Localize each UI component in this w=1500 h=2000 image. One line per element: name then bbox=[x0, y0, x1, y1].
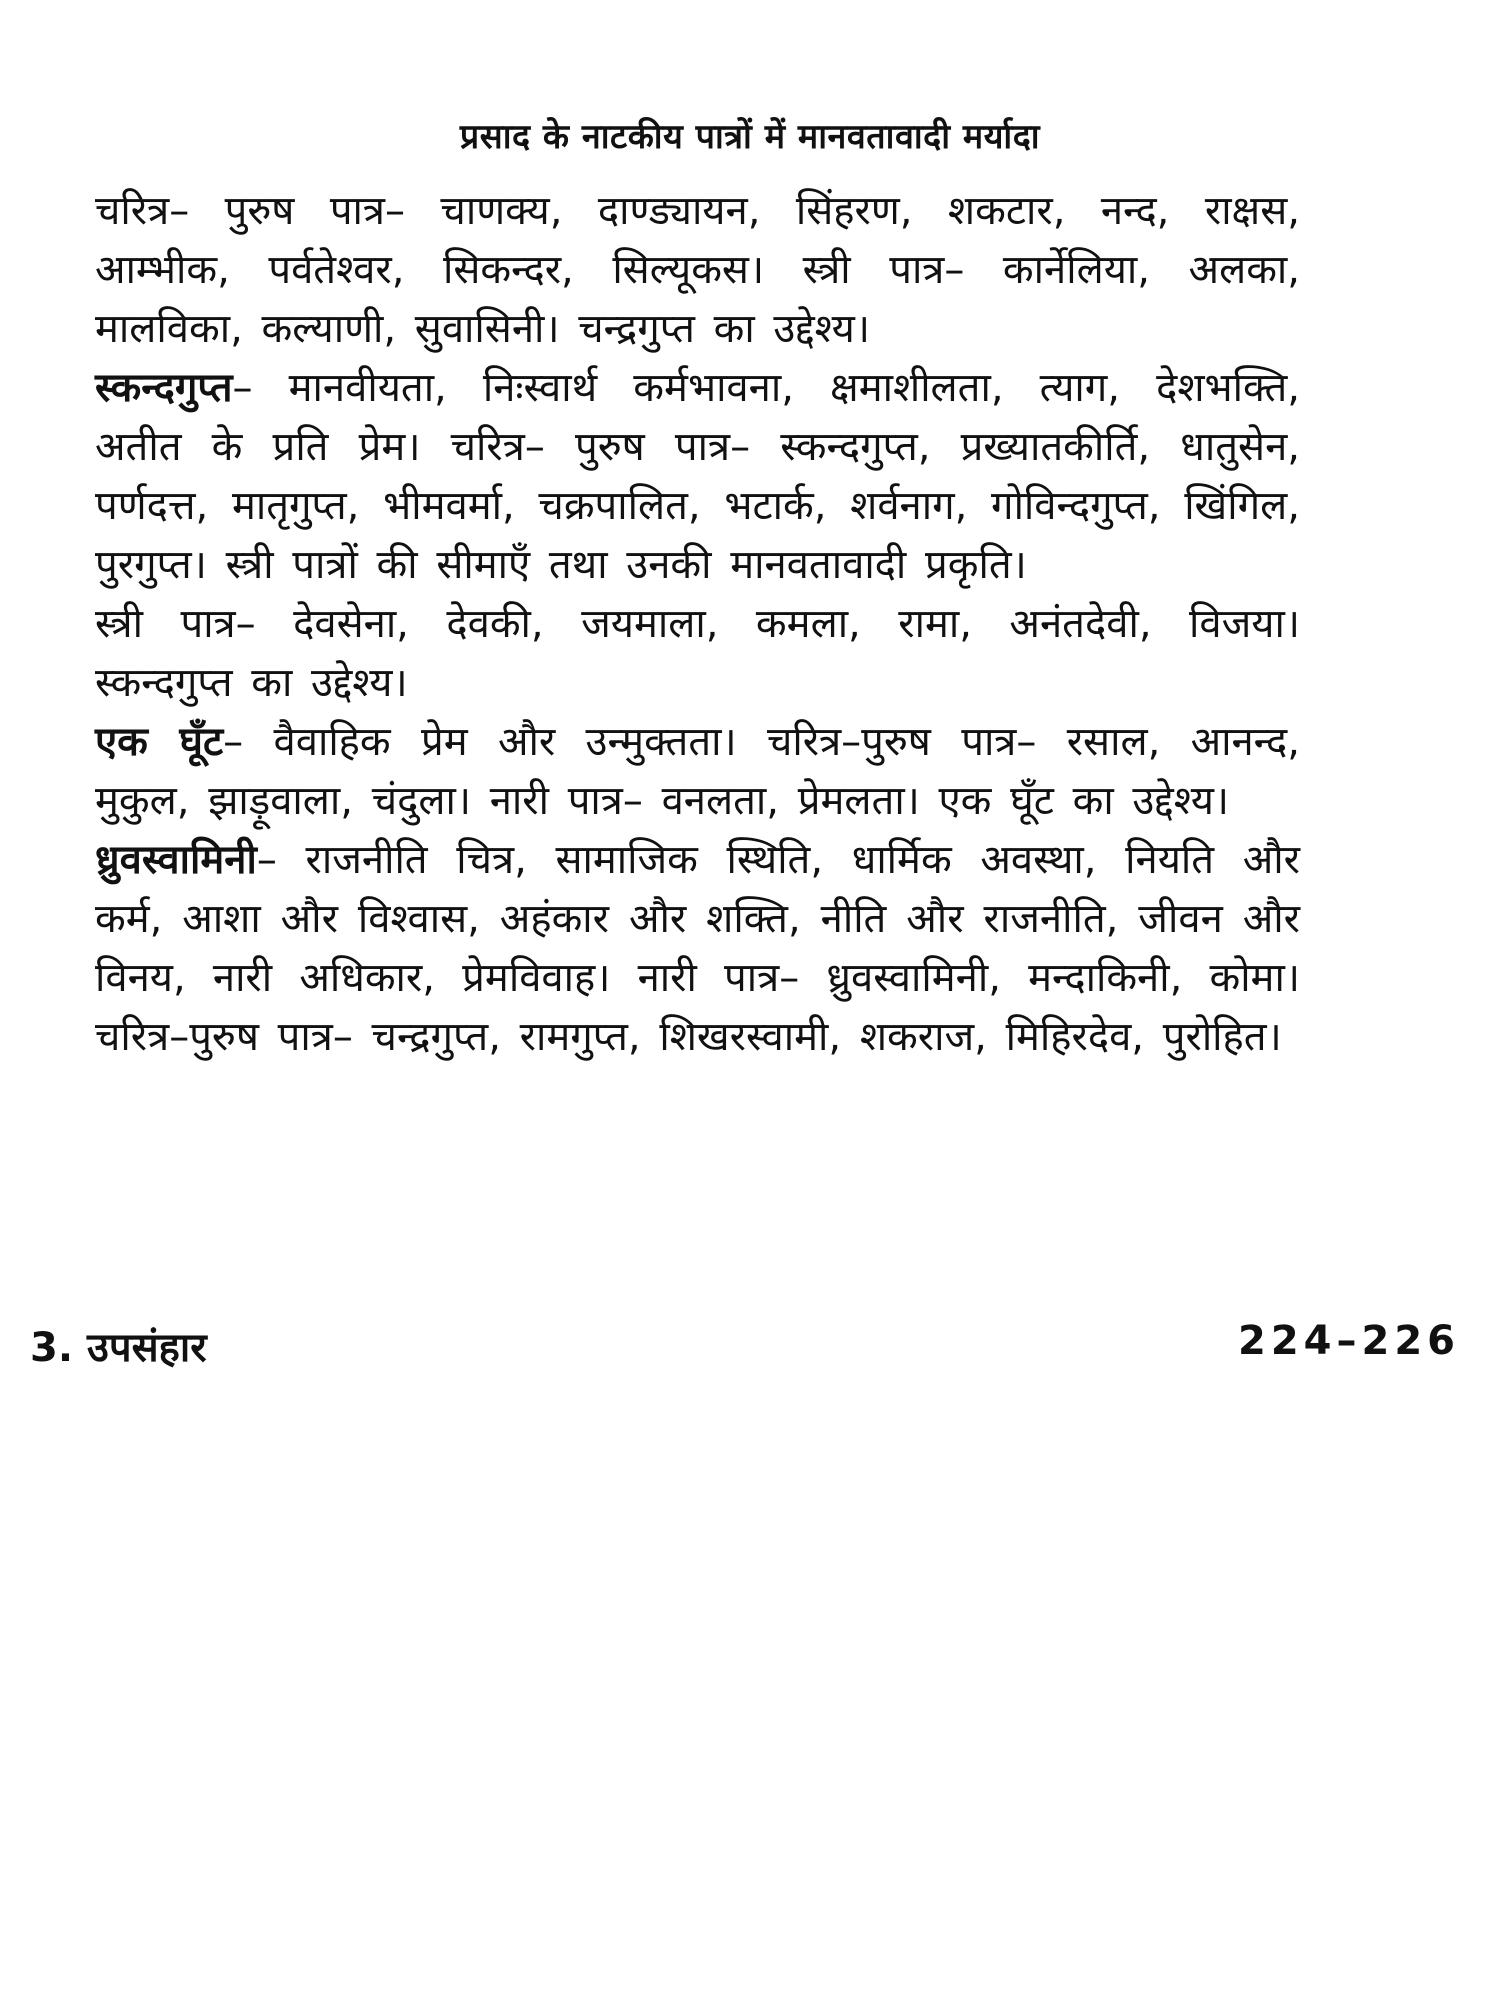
paragraph-term: एक घूँट bbox=[95, 719, 224, 765]
paragraph-chandragupt bbox=[95, 182, 1300, 359]
paragraph-text: – मानवीयता, निःस्वार्थ कर्मभावना, क्षमाशीलता, त्याग, देशभक्ति, अतीत के प्रति प्रेम। चरित्र– पुरुष पात्र– स्कन्दगुप्त, प्रख्यातकीर्ति, धातुसेन, पर्णदत्त, मातृगुप्त, भीमवर्मा, चक्रपालित, भटार्क, शर्वनाग, गोविन्दगुप्त, खिंगिल, पुरगुप्त। स्त्री पात्रों की सीमाएँ तथा उनकी मानवतावादी प्रकृति। bbox=[95, 365, 1300, 588]
page-range: 224–226 bbox=[1238, 1318, 1460, 1364]
paragraph-text: – राजनीति चित्र, सामाजिक स्थिति, धार्मिक अवस्था, नियति और कर्म, आशा और विश्वास, अहंकार और शक्ति, नीति और राजनीति, जीवन और विनय, नारी अधिकार, प्रेमविवाह। नारी पात्र– ध्रुवस्वामिनी, मन्दाकिनी, कोमा। चरित्र–पुरुष पात्र– चन्द्रगुप्त, रामगुप्त, शिखरस्वामी, शकराज, मिहिरदेव, पुरोहित। bbox=[95, 837, 1300, 1060]
syllabus-body bbox=[95, 182, 1300, 1067]
paragraph-term: स्कन्दगुप्त bbox=[95, 365, 233, 411]
section-heading: 3. उपसंहार bbox=[30, 1325, 207, 1371]
paragraph-term: ध्रुवस्वामिनी bbox=[95, 837, 257, 883]
paragraph-text: चरित्र– पुरुष पात्र– चाणक्य, दाण्ड्यायन, सिंहरण, शकटार, नन्द, राक्षस, आम्भीक, पर्वतेश्वर, सिकन्दर, सिल्यूकस। स्त्री पात्र– कार्नेलिया, अलका, मालविका, कल्याणी, सुवासिनी। चन्द्रगुप्त का उद्देश्य। bbox=[95, 188, 1300, 352]
paragraph-dhruvswamini bbox=[95, 831, 1300, 1067]
paragraph-skandgupt bbox=[95, 359, 1300, 595]
paragraph-text: स्त्री पात्र– देवसेना, देवकी, जयमाला, कमला, रामा, अनंतदेवी, विजया। स्कन्दगुप्त का उद्देश्य। bbox=[95, 601, 1300, 706]
paragraph-text: – वैवाहिक प्रेम और उन्मुक्तता। चरित्र–पुरुष पात्र– रसाल, आनन्द, मुकुल, झाड़ूवाला, चंदुला। नारी पात्र– वनलता, प्रेमलता। एक घूँट का उद्देश्य। bbox=[95, 719, 1300, 824]
page-title: प्रसाद के नाटकीय पात्रों में मानवतावादी मर्यादा bbox=[459, 117, 1041, 157]
section-footer bbox=[30, 1318, 1460, 1378]
paragraph-ek-ghoont bbox=[95, 713, 1300, 831]
paragraph-stri-patra bbox=[95, 595, 1300, 713]
